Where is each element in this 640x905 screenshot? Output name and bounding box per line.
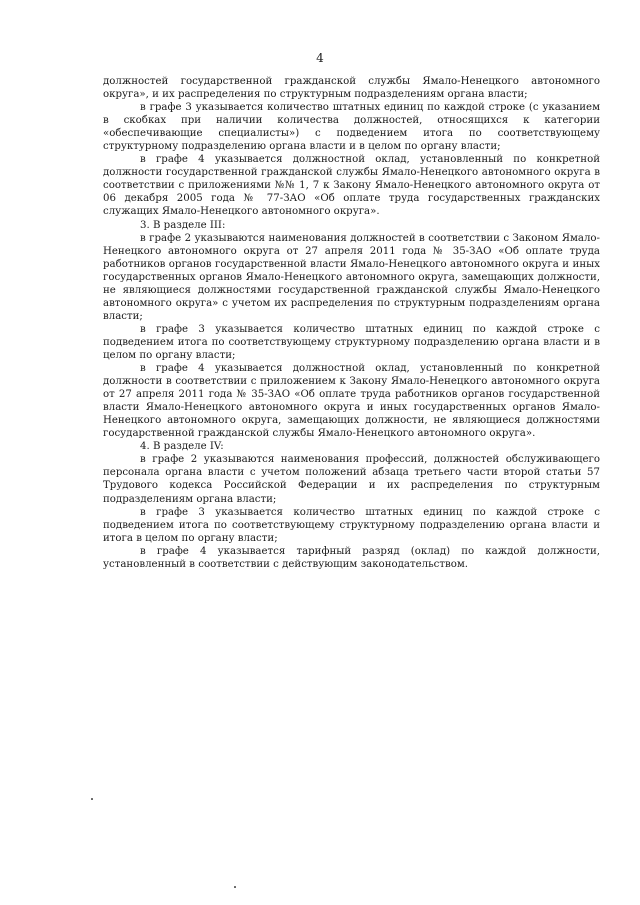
paragraph-10: в графе 3 указывается количество штатных единиц по каждой строке с подведением итога по соответствующему структурному подразделению органа власти и итога в целом по органу власти; xyxy=(103,506,600,544)
scan-speck xyxy=(91,798,93,800)
paragraph-9: в графе 2 указываются наименования профессий, должностей обслуживающего персонала органа власти с учетом положений абзаца третьего части второй статьи 57 Трудового кодекса Российской Федерации и их распределения по структурным подразделениям органа власти; xyxy=(103,454,600,505)
paragraph-6: в графе 3 указывается количество штатных единиц по каждой строке с подведением итога по соответствующему структурному подразделению органа власти и в целом по органу власти; xyxy=(103,323,600,361)
paragraph-3: в графе 4 указывается должностной оклад, установленный по конкретной должности государственной гражданской службы Ямало-Ненецкого автономного округа в соответствии с приложениями №№ 1, 7 к Закону Ямало-Ненецкого автономного округа от 06 декабря 2005 года № 77-ЗАО «Об оплате труда государственных гражданских служащих Ямало-Ненецкого автономного округа». xyxy=(103,154,600,218)
scan-speck xyxy=(234,886,236,888)
document-body xyxy=(103,75,600,571)
paragraph-7: в графе 4 указывается должностной оклад, установленный по конкретной должности в соответствии с приложением к Закону Ямало-Ненецкого автономного округа от 27 апреля 2011 года № 35-ЗАО «Об оплате труда работников органов государственной власти Ямало-Ненецкого автономного округа и иных государственных органов Ямало-Ненецкого автономного округа, замещающих должности, не являющиеся должностями государственной гражданской службы Ямало-Ненецкого автономного округа». xyxy=(103,363,600,440)
paragraph-11: в графе 4 указывается тарифный разряд (оклад) по каждой должности, установленный в соответствии с действующим законодательством. xyxy=(103,545,600,570)
paragraph-5: в графе 2 указываются наименования должностей в соответствии с Законом Ямало-Ненецкого автономного округа от 27 апреля 2011 года № 35-ЗАО «Об оплате труда работников органов государственной власти Ямало-Ненецкого автономного округа и иных государственных органов Ямало-Ненецкого автономного округа, замещающих должности, не являющиеся должностями государственной гражданской службы Ямало-Ненецкого автономного округа» с учетом их распределения по структурным подразделениям органа власти; xyxy=(103,232,600,322)
section-heading-4: 4. В разделе IV: xyxy=(140,441,224,453)
paragraph-2: в графе 3 указывается количество штатных единиц по каждой строке (с указанием в скобках при наличии количества должностей, относящихся к категории «обеспечивающие специалисты») с подведением итога по соответствующему структурному подразделению органа власти и в целом по органу власти; xyxy=(103,102,600,153)
section-heading-3: 3. В разделе III: xyxy=(140,219,226,231)
page-number: 4 xyxy=(316,51,324,65)
paragraph-1: должностей государственной гражданской службы Ямало-Ненецкого автономного округа», и их распределения по структурным подразделениям органа власти; xyxy=(103,76,600,101)
